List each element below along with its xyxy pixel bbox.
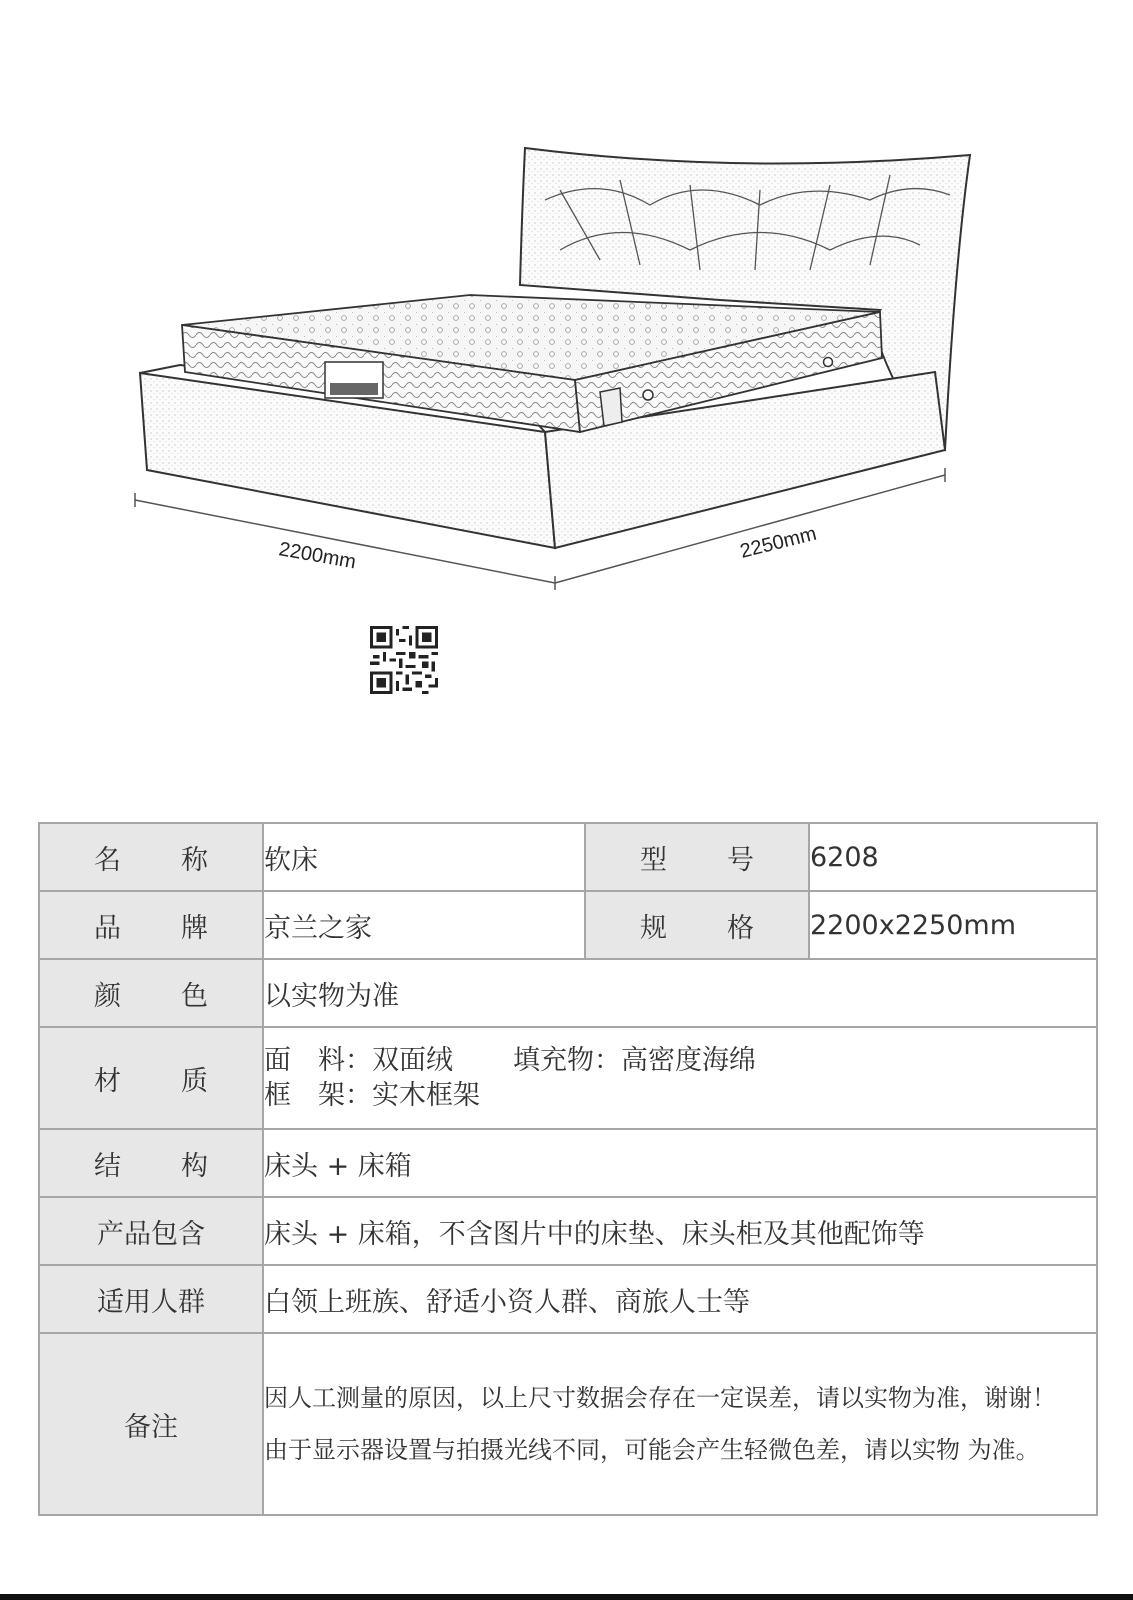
structure-value: 床头 + 床箱 — [263, 1129, 1097, 1197]
name-label: 名 称 — [39, 823, 263, 891]
table-row — [39, 891, 1097, 959]
size-label: 规 格 — [585, 891, 809, 959]
brand-label: 品 牌 — [39, 891, 263, 959]
table-row — [39, 959, 1097, 1027]
remarks-label: 备注 — [39, 1333, 263, 1515]
bed-illustration — [0, 0, 1133, 720]
audience-label: 适用人群 — [39, 1265, 263, 1333]
table-row — [39, 1129, 1097, 1197]
includes-label: 产品包含 — [39, 1197, 263, 1265]
table-row — [39, 1197, 1097, 1265]
product-spec-table — [38, 822, 1098, 1516]
bottom-divider — [0, 1594, 1133, 1600]
material-label: 材 质 — [39, 1027, 263, 1129]
model-value: 6208 — [809, 823, 1097, 891]
material-line-1: 面 料：双面绒 填充物：高密度海绵 — [264, 1045, 756, 1076]
color-value: 以实物为准 — [263, 959, 1097, 1027]
structure-label: 结 构 — [39, 1129, 263, 1197]
dimension-length-label: 2200mm — [277, 538, 358, 574]
remark-line-1: 因人工测量的原因，以上尺寸数据会存在一定误差，请以实物为准，谢谢！ — [264, 1384, 1056, 1412]
brand-value: 京兰之家 — [263, 891, 585, 959]
remark-line-2: 由于显示器设置与拍摄光线不同，可能会产生轻微色差，请以实物 为准。 — [264, 1436, 1040, 1464]
includes-value: 床头 + 床箱，不含图片中的床垫、床头柜及其他配饰等 — [263, 1197, 1097, 1265]
dimension-width-label: 2250mm — [737, 522, 819, 563]
table-row — [39, 823, 1097, 891]
audience-value: 白领上班族、舒适小资人群、商旅人士等 — [263, 1265, 1097, 1333]
material-line-2: 框 架：实木框架 — [264, 1080, 480, 1111]
table-row — [39, 1265, 1097, 1333]
qr-code-icon — [370, 626, 438, 694]
model-label: 型 号 — [585, 823, 809, 891]
color-label: 颜 色 — [39, 959, 263, 1027]
remarks-value — [263, 1333, 1097, 1515]
table-row — [39, 1027, 1097, 1129]
material-value — [263, 1027, 1097, 1129]
size-value: 2200x2250mm — [809, 891, 1097, 959]
table-row — [39, 1333, 1097, 1515]
name-value: 软床 — [263, 823, 585, 891]
